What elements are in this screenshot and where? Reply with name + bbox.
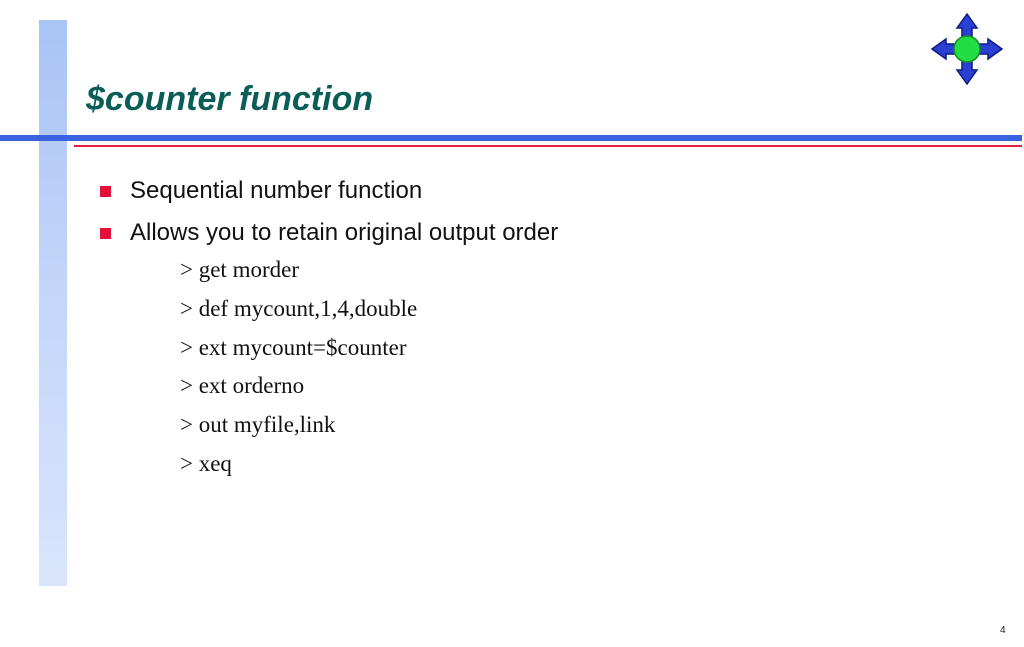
square-bullet-icon	[100, 186, 111, 197]
header-rule-blue	[0, 135, 1022, 141]
left-accent-bar	[39, 20, 67, 586]
slide-title: $counter function	[86, 80, 374, 118]
command-list	[180, 251, 417, 484]
command-line: > get morder	[180, 257, 299, 282]
command-line: > ext mycount=$counter	[180, 334, 407, 360]
command-line: > def mycount,1,4,double	[180, 295, 418, 321]
list-item	[100, 170, 558, 212]
header-rule-red	[74, 145, 1022, 147]
command-line: > xeq	[180, 450, 232, 476]
command-line: > ext orderno	[180, 373, 305, 399]
bullet-list	[100, 170, 558, 254]
bullet-text: Sequential number function	[130, 177, 423, 204]
nav-arrows-graphic	[930, 12, 1004, 86]
command-line: > out myfile,link	[180, 412, 336, 438]
page-number: 4	[1000, 625, 1006, 636]
bullet-text: Allows you to retain original output order	[130, 219, 559, 246]
four-way-arrow-navigation-icon[interactable]	[930, 12, 1004, 86]
square-bullet-icon	[100, 228, 111, 239]
list-item	[100, 212, 558, 254]
